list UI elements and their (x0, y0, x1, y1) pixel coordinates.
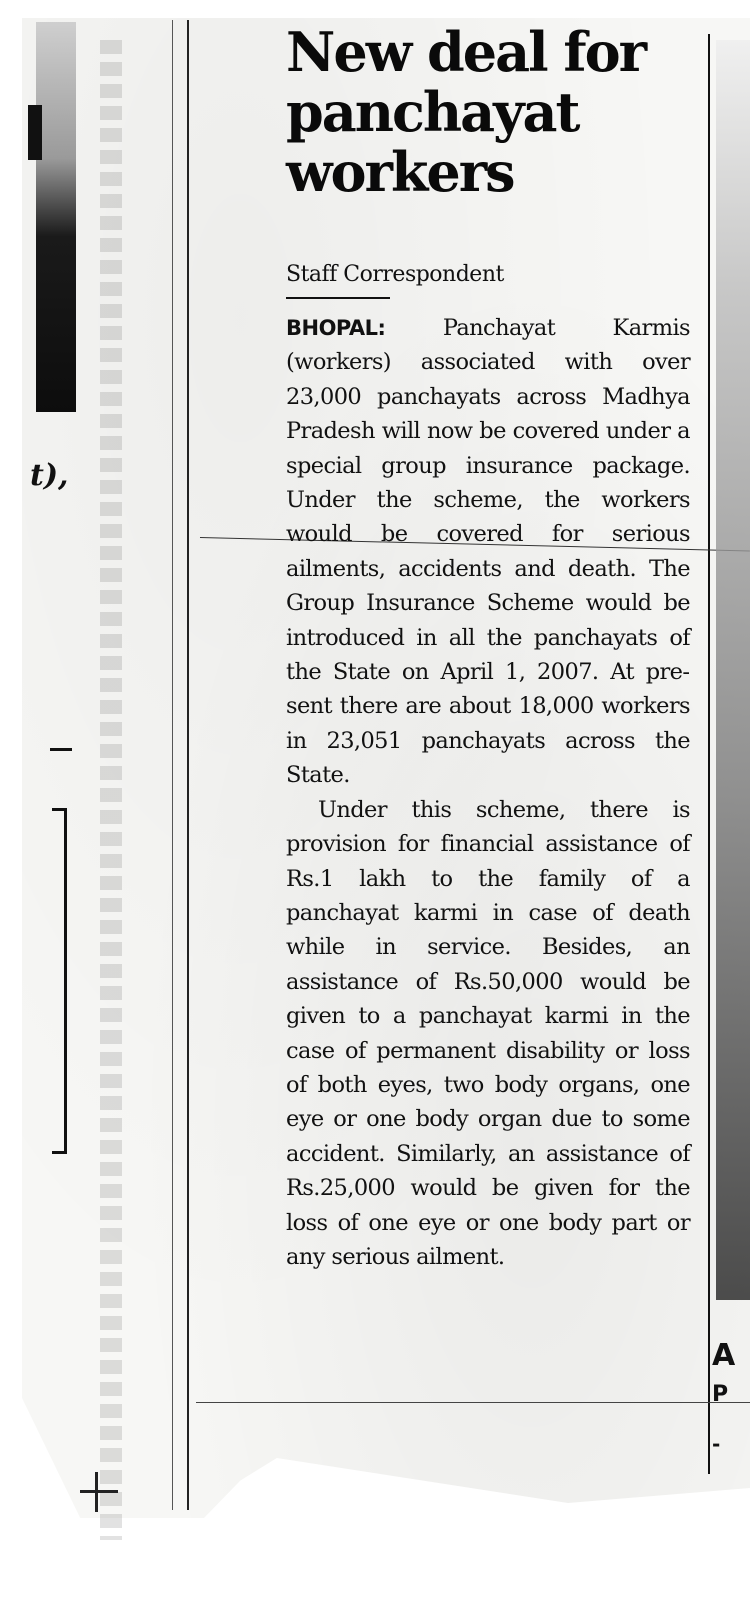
scan-artifact-line-lower (196, 1402, 750, 1403)
paragraph (286, 793, 690, 1275)
adjacent-right-letter: A (712, 1338, 736, 1373)
column-rule-left (187, 20, 189, 1510)
paragraph (286, 311, 690, 793)
headline: New deal for panchayat workers (286, 20, 646, 204)
column-rule-right (708, 34, 710, 1474)
paragraph-text: Under this scheme, there is provision for financial assistance of Rs.1 lakh to the family of a panchayat karmi in case of death while in service. Besides, an assistance of Rs.50,000 would be given to a panchayat karmi in the case of permanent disability or loss of both eyes, two body organs, one eye or one body organ due to some accident. Similarly, an assistance of Rs.25,000 would be given for the loss of one eye or one body part or any serious ailment. (286, 796, 690, 1270)
adjacent-right-letter: - (712, 1432, 721, 1456)
registration-mark-icon-bar (80, 1490, 118, 1493)
adjacent-box-border (52, 808, 67, 1154)
adjacent-right-letter: P (712, 1382, 729, 1407)
byline-divider (286, 297, 390, 299)
adjacent-text-fragment: t), (30, 458, 69, 493)
paragraph-text: Panchayat Karmis (workers) associated with over 23,000 panchayats across Madhya Pradesh will now be covered under a special group insurance package. Under the scheme, the workers would be covered for serious ailments, accidents and death. The Group Insurance Scheme would be introduced in all the panchayats of the State on April 1, 2007. At present there are about 18,000 workers in 23,051 panchayats across the State. (286, 315, 690, 789)
adjacent-photo-notch (28, 105, 42, 160)
column-rule-left-thin (172, 20, 173, 1510)
adjacent-dash (50, 748, 72, 751)
byline: Staff Correspondent (286, 262, 504, 287)
faded-adjacent-column (100, 40, 122, 1540)
adjacent-photo-fragment (36, 22, 76, 412)
dateline: BHOPAL: (286, 316, 386, 340)
adjacent-right-photo-fragment (716, 40, 750, 1300)
news-article (286, 22, 690, 1274)
article-body (286, 311, 690, 1274)
